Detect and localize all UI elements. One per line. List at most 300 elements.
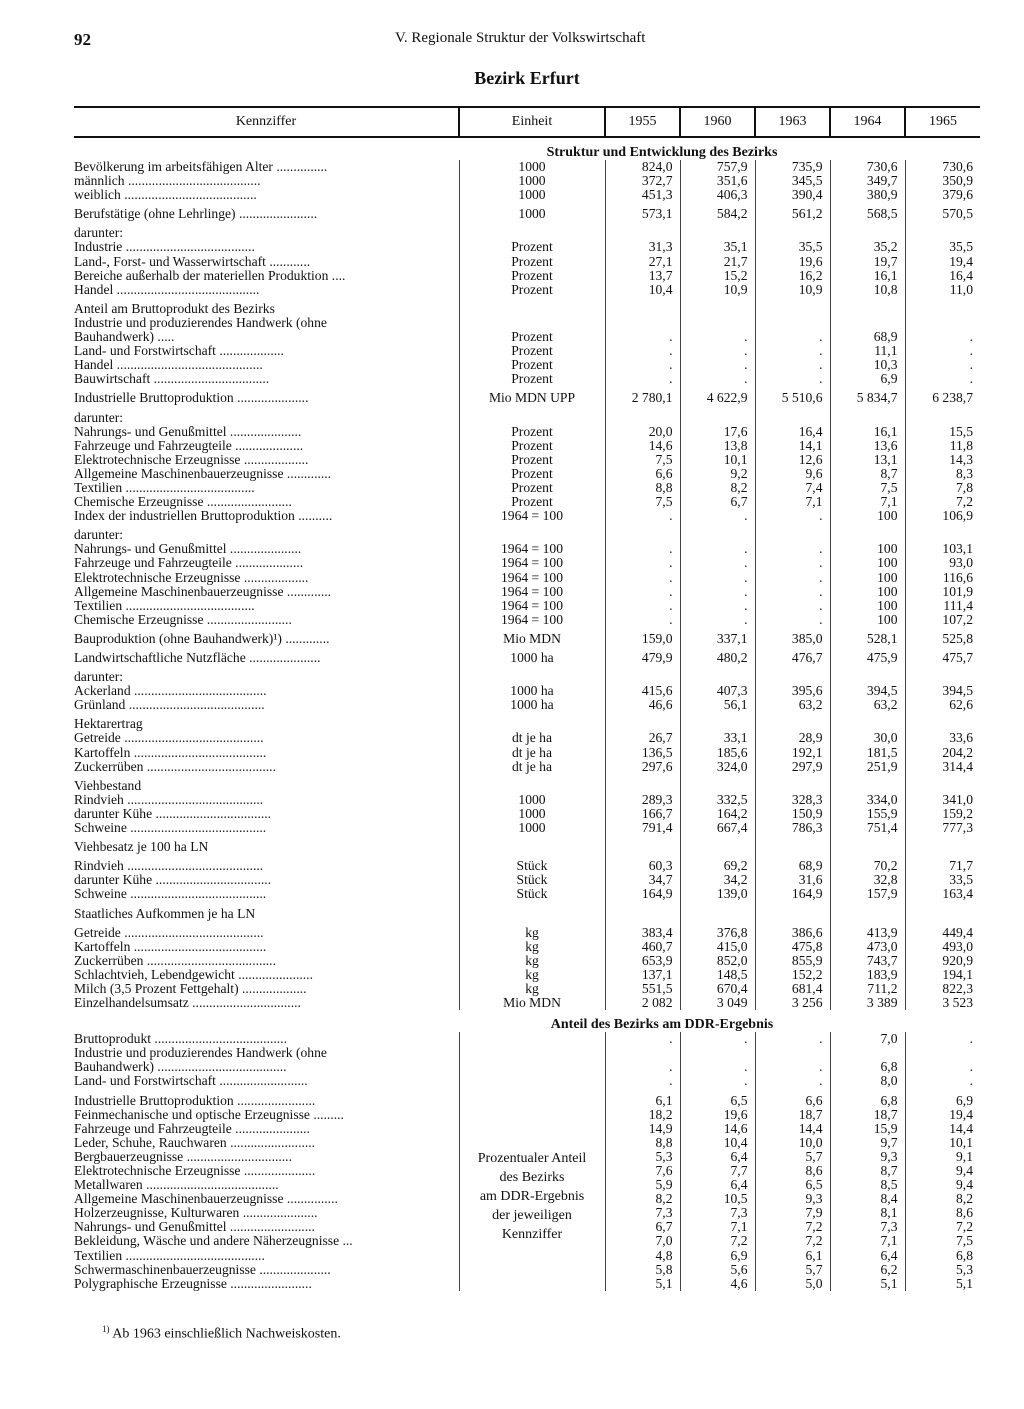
value-cell: . <box>680 556 755 570</box>
value-cell <box>755 302 830 316</box>
value-cell: 8,6 <box>755 1164 830 1178</box>
table-row <box>74 283 980 297</box>
value-cell: 584,2 <box>680 207 755 221</box>
row-label: Einzelhandelsumsatz ................................ <box>74 996 301 1011</box>
value-cell <box>830 779 905 793</box>
value-cell: 35,5 <box>755 240 830 254</box>
value-cell: 6,9 <box>905 1094 980 1108</box>
row-label: Handel .......................................... <box>74 282 260 297</box>
row-unit: Mio MDN UPP <box>459 391 605 405</box>
value-cell: . <box>905 330 980 344</box>
value-cell: 5,6 <box>680 1263 755 1277</box>
value-cell: 18,7 <box>830 1108 905 1122</box>
table-row <box>74 779 980 793</box>
section-heading: Anteil des Bezirks am DDR-Ergebnis <box>550 1017 774 1033</box>
value-cell: 667,4 <box>680 821 755 835</box>
col-header-1965: 1965 <box>905 107 980 137</box>
value-cell: . <box>755 542 830 556</box>
row-unit: dt je ha <box>459 731 605 745</box>
value-cell: 2 780,1 <box>605 391 680 405</box>
value-cell: 7,8 <box>905 481 980 495</box>
value-cell: 791,4 <box>605 821 680 835</box>
value-cell: 5,3 <box>905 1263 980 1277</box>
row-unit: Mio MDN <box>459 632 605 646</box>
value-cell: 6,9 <box>680 1249 755 1263</box>
row-unit: Prozent <box>459 283 605 297</box>
row-unit <box>459 779 605 793</box>
value-cell: 8,8 <box>605 481 680 495</box>
value-cell: 71,7 <box>905 859 980 873</box>
section-heading-row <box>74 1010 980 1032</box>
value-cell: 192,1 <box>755 746 830 760</box>
value-cell: 8,0 <box>830 1074 905 1088</box>
unit-note-line: Prozentualer Anteil <box>477 1151 587 1166</box>
chapter-heading: V. Regionale Struktur der Volkswirtschaft <box>395 30 646 46</box>
value-cell: 681,4 <box>755 982 830 996</box>
row-unit: Prozent <box>459 439 605 453</box>
value-cell: 16,4 <box>755 425 830 439</box>
value-cell: 7,5 <box>905 1234 980 1248</box>
value-cell: 6,2 <box>830 1263 905 1277</box>
value-cell: 19,4 <box>905 1108 980 1122</box>
table-row <box>74 226 980 240</box>
row-unit: 1000 ha <box>459 651 605 665</box>
row-unit: kg <box>459 982 605 996</box>
value-cell: 10,4 <box>680 1136 755 1150</box>
col-header-kennziffer: Kennziffer <box>74 107 459 137</box>
value-cell <box>680 1046 755 1060</box>
row-label: Industrie ...................................... <box>74 240 255 255</box>
value-cell: 7,3 <box>680 1206 755 1220</box>
row-label: Allgemeine Maschinenbauerzeugnisse ............. <box>74 466 332 481</box>
row-unit: 1000 <box>459 807 605 821</box>
table-row <box>74 1032 980 1046</box>
value-cell: 164,2 <box>680 807 755 821</box>
value-cell: 852,0 <box>680 954 755 968</box>
value-cell: 2 082 <box>605 996 680 1010</box>
value-cell: 60,3 <box>605 859 680 873</box>
value-cell <box>680 528 755 542</box>
value-cell: 751,4 <box>830 821 905 835</box>
row-label: Leder, Schuhe, Rauchwaren ......................... <box>74 1135 316 1150</box>
row-unit <box>459 717 605 731</box>
value-cell: 473,0 <box>830 940 905 954</box>
value-cell: 14,4 <box>755 1122 830 1136</box>
value-cell: 28,9 <box>755 731 830 745</box>
value-cell <box>605 226 680 240</box>
row-label: Industrielle Bruttoproduktion ..................... <box>74 391 309 406</box>
row-label: Nahrungs- und Genußmittel ..................... <box>74 424 302 439</box>
row-unit: 1964 = 100 <box>459 585 605 599</box>
value-cell: . <box>905 372 980 386</box>
value-cell: 35,2 <box>830 240 905 254</box>
value-cell: 314,4 <box>905 760 980 774</box>
row-unit: kg <box>459 926 605 940</box>
value-cell: 150,9 <box>755 807 830 821</box>
value-cell <box>680 302 755 316</box>
value-cell <box>905 302 980 316</box>
row-label: Staatliches Aufkommen je ha LN <box>74 906 256 921</box>
value-cell: 157,9 <box>830 887 905 901</box>
table-row <box>74 670 980 684</box>
row-label: Polygraphische Erzeugnisse ........................ <box>74 1276 312 1291</box>
value-cell: 16,4 <box>905 269 980 283</box>
table-row <box>74 207 980 221</box>
value-cell: 10,5 <box>680 1192 755 1206</box>
value-cell: . <box>755 571 830 585</box>
value-cell: 476,7 <box>755 651 830 665</box>
row-label: Bevölkerung im arbeitsfähigen Alter ............... <box>74 160 328 174</box>
value-cell: 3 049 <box>680 996 755 1010</box>
row-label: Bergbauerzeugnisse ............................... <box>74 1149 292 1164</box>
value-cell: . <box>680 509 755 523</box>
value-cell: 10,9 <box>680 283 755 297</box>
table-row <box>74 717 980 731</box>
row-unit <box>459 302 605 316</box>
value-cell: 855,9 <box>755 954 830 968</box>
section-heading-row <box>74 137 980 160</box>
row-label: Land- und Forstwirtschaft ................... <box>74 344 284 359</box>
footnote <box>102 1324 341 1343</box>
row-unit: Prozent <box>459 495 605 509</box>
value-cell <box>905 779 980 793</box>
value-cell: 735,9 <box>755 160 830 174</box>
value-cell: 14,1 <box>755 439 830 453</box>
value-cell: . <box>605 330 680 344</box>
footnote-mark: 1) <box>102 1324 110 1334</box>
row-label: Ackerland ....................................... <box>74 684 267 699</box>
value-cell: . <box>680 599 755 613</box>
value-cell: 573,1 <box>605 207 680 221</box>
value-cell: 107,2 <box>905 613 980 627</box>
value-cell: 13,6 <box>830 439 905 453</box>
table-row <box>74 585 980 599</box>
col-header-1964: 1964 <box>830 107 905 137</box>
value-cell: 7,5 <box>830 481 905 495</box>
value-cell: 18,7 <box>755 1108 830 1122</box>
row-label: Bauhandwerk) ...................................... <box>74 1060 287 1075</box>
table-header-row <box>74 107 980 137</box>
row-unit: 1000 <box>459 207 605 221</box>
row-label: Bruttoprodukt ....................................... <box>74 1032 287 1047</box>
value-cell: 372,7 <box>605 174 680 188</box>
value-cell: 8,4 <box>830 1192 905 1206</box>
table-row <box>74 684 980 698</box>
value-cell <box>680 226 755 240</box>
value-cell: 5 510,6 <box>755 391 830 405</box>
value-cell: 9,4 <box>905 1178 980 1192</box>
table-row <box>74 982 980 996</box>
value-cell <box>680 717 755 731</box>
table-row <box>74 996 980 1010</box>
value-cell: 6,8 <box>905 1249 980 1263</box>
table-row <box>74 344 980 358</box>
value-cell: 376,8 <box>680 926 755 940</box>
page-number: 92 <box>74 30 91 49</box>
row-unit <box>459 316 605 330</box>
value-cell: 6 238,7 <box>905 391 980 405</box>
row-label: darunter: <box>74 670 124 685</box>
value-cell: 568,5 <box>830 207 905 221</box>
value-cell: 6,8 <box>830 1094 905 1108</box>
value-cell: 822,3 <box>905 982 980 996</box>
row-unit: Prozent <box>459 344 605 358</box>
table-row <box>74 174 980 188</box>
row-label: Industrielle Bruttoproduktion ....................... <box>74 1093 316 1108</box>
row-unit: 1964 = 100 <box>459 542 605 556</box>
row-label: darunter: <box>74 410 124 425</box>
value-cell <box>755 316 830 330</box>
value-cell <box>905 840 980 854</box>
row-label: Chemische Erzeugnisse ......................... <box>74 612 292 627</box>
value-cell <box>605 1046 680 1060</box>
value-cell <box>905 316 980 330</box>
value-cell: 777,3 <box>905 821 980 835</box>
value-cell <box>605 528 680 542</box>
value-cell: 103,1 <box>905 542 980 556</box>
table-row <box>74 954 980 968</box>
value-cell: . <box>755 330 830 344</box>
value-cell: 34,7 <box>605 873 680 887</box>
value-cell: 5,1 <box>905 1277 980 1291</box>
value-cell: 116,6 <box>905 571 980 585</box>
footnote-text: Ab 1963 einschließlich Nachweiskosten. <box>112 1326 341 1342</box>
value-cell: 100 <box>830 613 905 627</box>
row-unit: 1000 <box>459 793 605 807</box>
value-cell: 7,2 <box>905 1220 980 1234</box>
value-cell <box>830 670 905 684</box>
value-cell: 7,0 <box>830 1032 905 1046</box>
value-cell: 3 523 <box>905 996 980 1010</box>
value-cell: 3 389 <box>830 996 905 1010</box>
row-label: Zuckerrüben ...................................... <box>74 759 276 774</box>
table-row <box>74 887 980 901</box>
value-cell: . <box>755 1032 830 1046</box>
value-cell: . <box>605 372 680 386</box>
value-cell: 10,1 <box>680 453 755 467</box>
row-label: Berufstätige (ohne Lehrlinge) ....................... <box>74 207 318 222</box>
row-unit: dt je ha <box>459 746 605 760</box>
value-cell <box>680 907 755 921</box>
value-cell: 449,4 <box>905 926 980 940</box>
value-cell: 164,9 <box>755 887 830 901</box>
value-cell: . <box>755 556 830 570</box>
value-cell <box>830 1046 905 1060</box>
value-cell: 395,6 <box>755 684 830 698</box>
row-unit: Prozent <box>459 269 605 283</box>
table-row <box>74 453 980 467</box>
value-cell: 8,2 <box>905 1192 980 1206</box>
value-cell: 10,8 <box>830 283 905 297</box>
value-cell: 46,6 <box>605 698 680 712</box>
value-cell: 18,2 <box>605 1108 680 1122</box>
value-cell: 163,4 <box>905 887 980 901</box>
value-cell: 670,4 <box>680 982 755 996</box>
value-cell: 9,3 <box>755 1192 830 1206</box>
row-unit: 1000 <box>459 174 605 188</box>
value-cell: . <box>755 344 830 358</box>
value-cell: 21,7 <box>680 255 755 269</box>
value-cell: 251,9 <box>830 760 905 774</box>
value-cell: 6,8 <box>830 1060 905 1074</box>
row-label: Schlachtvieh, Lebendgewicht ...................... <box>74 967 313 982</box>
row-unit: 1964 = 100 <box>459 556 605 570</box>
value-cell <box>830 528 905 542</box>
value-cell: . <box>905 344 980 358</box>
value-cell: . <box>605 509 680 523</box>
table-row <box>74 746 980 760</box>
value-cell: 14,3 <box>905 453 980 467</box>
value-cell <box>755 1046 830 1060</box>
value-cell: 407,3 <box>680 684 755 698</box>
value-cell: 159,2 <box>905 807 980 821</box>
value-cell: 9,1 <box>905 1150 980 1164</box>
row-label: Elektrotechnische Erzeugnisse ................... <box>74 452 309 467</box>
table-row <box>74 255 980 269</box>
col-header-1955: 1955 <box>605 107 680 137</box>
value-cell: . <box>605 358 680 372</box>
value-cell: 11,1 <box>830 344 905 358</box>
value-cell: . <box>605 599 680 613</box>
value-cell: . <box>605 556 680 570</box>
value-cell: 350,9 <box>905 174 980 188</box>
value-cell: 730,6 <box>905 160 980 174</box>
value-cell: . <box>905 1074 980 1088</box>
table-row <box>74 907 980 921</box>
value-cell: 415,0 <box>680 940 755 954</box>
unit-note-line: des Bezirks <box>499 1170 565 1185</box>
value-cell <box>755 670 830 684</box>
value-cell: 475,7 <box>905 651 980 665</box>
value-cell: 337,1 <box>680 632 755 646</box>
value-cell <box>905 717 980 731</box>
value-cell: 394,5 <box>905 684 980 698</box>
value-cell: 34,2 <box>680 873 755 887</box>
value-cell: 297,6 <box>605 760 680 774</box>
value-cell: . <box>905 358 980 372</box>
row-label: Schweine ........................................ <box>74 887 267 902</box>
value-cell: 8,1 <box>830 1206 905 1220</box>
value-cell: 19,4 <box>905 255 980 269</box>
value-cell: 7,7 <box>680 1164 755 1178</box>
value-cell <box>905 1046 980 1060</box>
value-cell: 183,9 <box>830 968 905 982</box>
value-cell: 7,5 <box>605 495 680 509</box>
value-cell: 35,5 <box>905 240 980 254</box>
value-cell: 7,1 <box>830 495 905 509</box>
value-cell: 32,8 <box>830 873 905 887</box>
table-row <box>74 940 980 954</box>
value-cell: 10,9 <box>755 283 830 297</box>
value-cell <box>830 316 905 330</box>
row-unit: Prozent <box>459 372 605 386</box>
value-cell: 31,6 <box>755 873 830 887</box>
value-cell: 100 <box>830 542 905 556</box>
value-cell: 460,7 <box>605 940 680 954</box>
unit-note-line: am DDR-Ergebnis <box>479 1189 585 1204</box>
value-cell: . <box>680 372 755 386</box>
table-row <box>74 840 980 854</box>
value-cell <box>605 907 680 921</box>
page-title: Bezirk Erfurt <box>474 68 580 88</box>
value-cell: 30,0 <box>830 731 905 745</box>
value-cell: 5,8 <box>605 1263 680 1277</box>
value-cell: 35,1 <box>680 240 755 254</box>
row-label: darunter Kühe .................................. <box>74 806 272 821</box>
value-cell: 9,3 <box>830 1150 905 1164</box>
table-row <box>74 330 980 344</box>
table-row <box>74 188 980 202</box>
value-cell: . <box>680 344 755 358</box>
value-cell: 137,1 <box>605 968 680 982</box>
value-cell: . <box>755 509 830 523</box>
value-cell: 56,1 <box>680 698 755 712</box>
value-cell: 10,4 <box>605 283 680 297</box>
value-cell: 68,9 <box>755 859 830 873</box>
value-cell <box>680 779 755 793</box>
table-row <box>74 391 980 405</box>
value-cell: 63,2 <box>830 698 905 712</box>
value-cell: 16,2 <box>755 269 830 283</box>
value-cell: 106,9 <box>905 509 980 523</box>
row-unit: 1964 = 100 <box>459 509 605 523</box>
value-cell: 5,1 <box>830 1277 905 1291</box>
value-cell: 4,8 <box>605 1249 680 1263</box>
value-cell: 324,0 <box>680 760 755 774</box>
table-row <box>74 528 980 542</box>
value-cell <box>830 840 905 854</box>
value-cell: 13,1 <box>830 453 905 467</box>
value-cell: . <box>680 1060 755 1074</box>
value-cell: 415,6 <box>605 684 680 698</box>
table-row <box>74 372 980 386</box>
value-cell: 653,9 <box>605 954 680 968</box>
row-unit: 1000 <box>459 160 605 174</box>
value-cell: 8,7 <box>830 467 905 481</box>
value-cell <box>830 302 905 316</box>
value-cell <box>680 411 755 425</box>
value-cell: 334,0 <box>830 793 905 807</box>
row-label: Bekleidung, Wäsche und andere Näherzeugnisse ... <box>74 1234 353 1249</box>
value-cell <box>755 907 830 921</box>
value-cell: . <box>905 1032 980 1046</box>
value-cell: 70,2 <box>830 859 905 873</box>
value-cell: 551,5 <box>605 982 680 996</box>
value-cell: 824,0 <box>605 160 680 174</box>
value-cell: . <box>680 1074 755 1088</box>
table-row <box>74 425 980 439</box>
value-cell: 10,1 <box>905 1136 980 1150</box>
value-cell: 5,9 <box>605 1178 680 1192</box>
value-cell: . <box>755 613 830 627</box>
value-cell: 62,6 <box>905 698 980 712</box>
value-cell: . <box>755 372 830 386</box>
value-cell: . <box>755 1074 830 1088</box>
table-row <box>74 760 980 774</box>
value-cell: 204,2 <box>905 746 980 760</box>
table-row <box>74 481 980 495</box>
row-label: Bauhandwerk) ..... <box>74 330 175 345</box>
row-label: Fahrzeuge und Fahrzeugteile .................... <box>74 438 304 453</box>
value-cell: 570,5 <box>905 207 980 221</box>
row-label: Nahrungs- und Genußmittel ......................... <box>74 1220 315 1235</box>
value-cell: 528,1 <box>830 632 905 646</box>
row-unit: 1000 ha <box>459 698 605 712</box>
unit-note-line: der jeweiligen <box>492 1208 572 1223</box>
value-cell: 475,8 <box>755 940 830 954</box>
value-cell: . <box>605 1032 680 1046</box>
row-unit: Mio MDN <box>459 996 605 1010</box>
